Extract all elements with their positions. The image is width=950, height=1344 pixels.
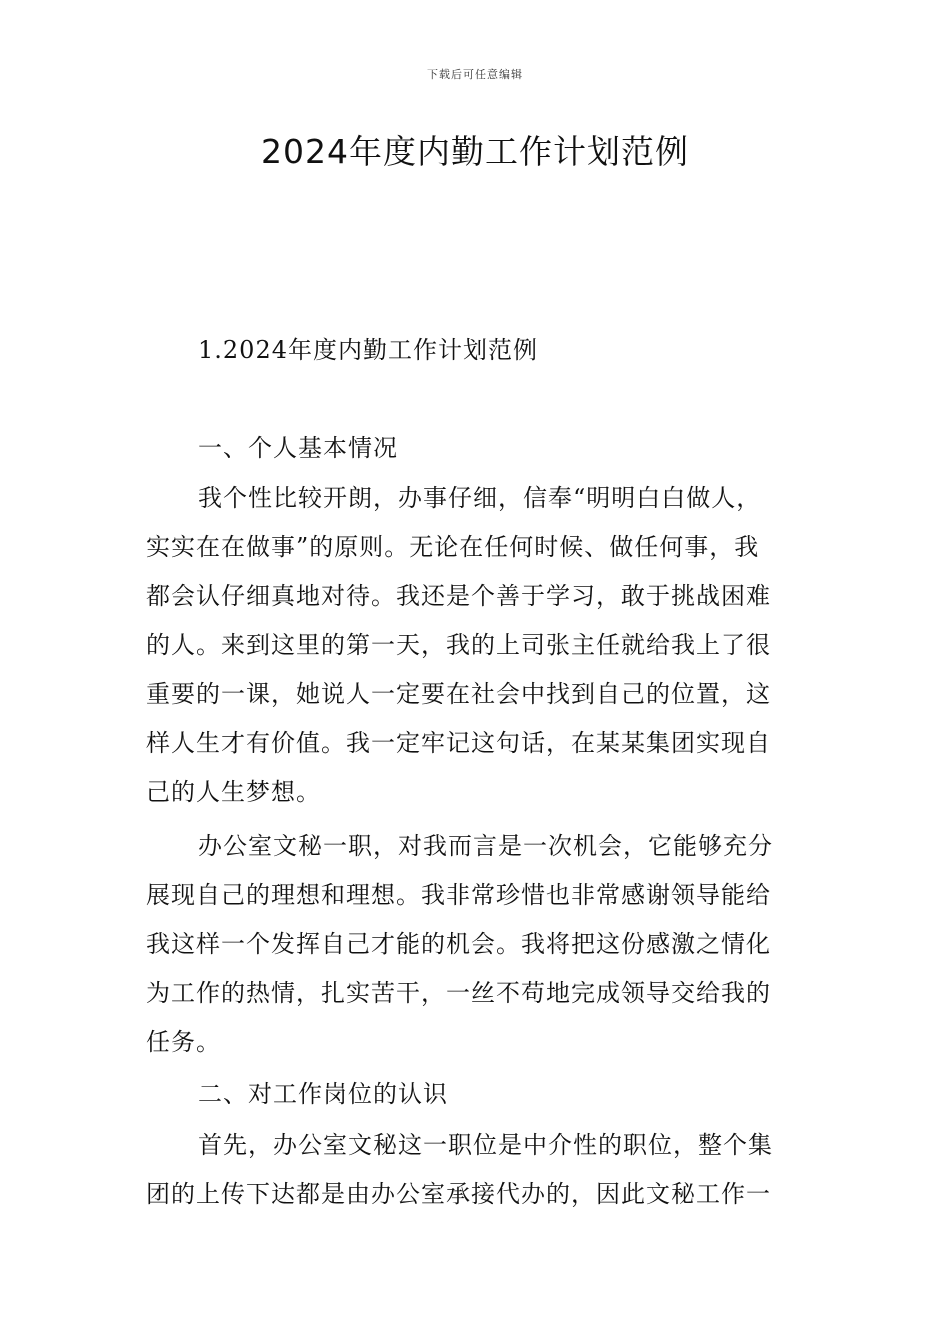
paragraph-line: 样人生才有价值。我一定牢记这句话，在某某集团实现自 [146,729,771,757]
paragraph-line: 为工作的热情，扎实苦干，一丝不苟地完成领导交给我的 [146,979,771,1007]
paragraph-line: 任务。 [146,1028,221,1056]
section-heading-1: 一、个人基本情况 [198,434,398,462]
document-title: 2024年度内勤工作计划范例 [261,132,689,171]
paragraph-line: 我个性比较开朗，办事仔细，信奉“明明白白做人， [198,484,762,512]
section-heading-2: 二、对工作岗位的认识 [198,1080,448,1108]
paragraph-line: 都会认仔细真地对待。我还是个善于学习，敢于挑战困难 [146,582,771,610]
paragraph-line: 我这样一个发挥自己才能的机会。我将把这份感激之情化 [146,930,771,958]
subtitle: 1.2024年度内勤工作计划范例 [198,336,538,364]
paragraph-line: 重要的一课，她说人一定要在社会中找到自己的位置，这 [146,680,771,708]
header-note: 下载后可任意编辑 [427,68,523,81]
paragraph-line: 办公室文秘一职，对我而言是一次机会，它能够充分 [198,832,773,860]
paragraph-line: 的人。来到这里的第一天，我的上司张主任就给我上了很 [146,631,771,659]
paragraph-line: 展现自己的理想和理想。我非常珍惜也非常感谢领导能给 [146,881,771,909]
paragraph-line: 首先，办公室文秘这一职位是中介性的职位，整个集 [198,1131,773,1159]
paragraph-line: 实实在在做事”的原则。无论在任何时候、做任何事，我 [146,533,760,561]
paragraph-line: 己的人生梦想。 [146,778,321,806]
paragraph-line: 团的上传下达都是由办公室承接代办的，因此文秘工作一 [146,1180,771,1208]
